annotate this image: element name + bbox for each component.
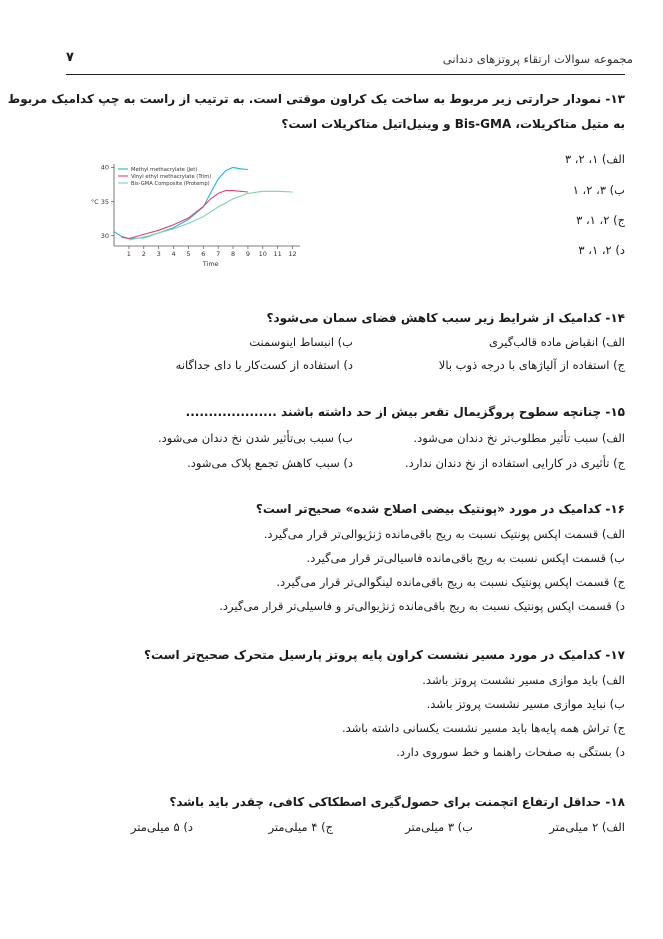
x-tick-label: 10 <box>258 250 267 258</box>
q16-option-d: د) قسمت اپکس پونتیک نسبت به ریج باقی‌مانده ژنژیوالی‌تر و فاسیلی‌تر قرار می‌گیرد. <box>219 599 625 613</box>
q14-option-b: ب) انبساط اینوسمنت <box>249 335 353 349</box>
q15-option-d: د) سبب کاهش تجمع پلاک می‌شود. <box>187 456 353 470</box>
question-16: ۱۶- کدامیک در مورد «پونتیک بیضی اصلاح شده» صحیح‌تر است؟ <box>255 502 625 516</box>
q13-option-c: ج) ۲، ۱، ۳ <box>576 213 625 227</box>
question-17: ۱۷- کدامیک در مورد مسیر نشست کراون پایه پروتز پارسیل متحرک صحیح‌تر است؟ <box>144 648 625 662</box>
q15-option-b: ب) سبب بی‌تأثیر شدن نخ دندان می‌شود. <box>158 431 353 445</box>
x-tick-label: 5 <box>186 250 191 258</box>
x-tick-label: 3 <box>156 250 161 258</box>
q17-option-b: ب) نباید موازی مسیر نشست پروتز باشد. <box>426 697 625 711</box>
q17-option-a: الف) باید موازی مسیر نشست پروتز باشد. <box>422 673 625 687</box>
x-tick-label: 11 <box>273 250 282 258</box>
x-tick-label: 12 <box>288 250 297 258</box>
legend-label-3: Bis-GMA Composite (Protemp) <box>131 181 210 187</box>
q16-option-b: ب) قسمت اپکس نسبت به ریج باقی‌مانده فاسیالی‌تر قرار می‌گیرد. <box>306 551 625 565</box>
q18-option-d: د) ۵ میلی‌متر <box>130 820 193 834</box>
legend-label-2: Vinyl ethyl methacrylate (Trim) <box>131 174 212 180</box>
y-tick-label: °C 35 <box>90 197 109 206</box>
q13-option-a: الف) ۱، ۲، ۳ <box>564 152 625 166</box>
question-13-line-1: ۱۳- نمودار حرارتی زیر مربوط به ساخت یک کراون موقتی است. به ترتیب از راست به چپ کدامیک مربوط <box>7 92 625 106</box>
q14-option-d: د) استفاده از کست‌کار با دای جداگانه <box>175 358 353 372</box>
y-tick-label: 40 <box>100 163 109 172</box>
question-18: ۱۸- حداقل ارتفاع اتچمنت برای حصول‌گیری اصطکاکی کافی، چقدر باید باشد؟ <box>169 795 625 809</box>
x-tick-label: 4 <box>171 250 176 258</box>
q17-option-d: د) بستگی به صفحات راهنما و خط سوروی دارد. <box>396 745 625 759</box>
q18-option-c: ج) ۴ میلی‌متر <box>268 820 333 834</box>
question-15: ۱۵- چنانچه سطوح پروگزیمال تقعر بیش از حد داشته باشند .................... <box>185 405 625 419</box>
x-tick-label: 6 <box>201 250 206 258</box>
running-header-title: مجموعه سوالات ارتقاء پروتزهای دندانی <box>442 52 633 66</box>
q15-option-c: ج) تأثیری در کارایی استفاده از نخ دندان ندارد. <box>405 456 625 470</box>
x-axis-label: Time <box>202 260 219 268</box>
x-tick-label: 7 <box>216 250 221 258</box>
q16-option-c: ج) قسمت اپکس پونتیک نسبت به ریج باقی‌مانده لینگوالی‌تر قرار می‌گیرد. <box>276 575 625 589</box>
q13-option-d: د) ۲، ۱، ۳ <box>578 243 625 257</box>
temperature-chart-svg <box>86 158 306 270</box>
question-14: ۱۴- کدامیک از شرایط زیر سبب کاهش فضای سمان می‌شود؟ <box>266 311 625 325</box>
x-tick-label: 9 <box>245 250 250 258</box>
q15-option-a: الف) سبب تأثیر مطلوب‌تر نخ دندان می‌شود. <box>413 431 625 445</box>
x-tick-label: 8 <box>230 250 236 258</box>
q14-option-c: ج) استفاده از آلیاژهای با درجه ذوب بالا <box>438 358 625 372</box>
legend-label-1: Methyl methacrylate (Jet) <box>131 167 198 173</box>
header-divider <box>66 74 625 75</box>
q17-option-c: ج) تراش همه پایه‌ها باید مسیر نشست یکسانی داشته باشد. <box>341 721 625 735</box>
q16-option-a: الف) قسمت اپکس پونتیک نسبت به ریج باقی‌مانده ژنژیوالی‌تر قرار می‌گیرد. <box>263 527 625 541</box>
q18-option-b: ب) ۳ میلی‌متر <box>405 820 473 834</box>
y-tick-label: 30 <box>100 231 109 240</box>
x-tick-label: 2 <box>141 250 146 258</box>
question-13-line-2: به متیل متاکریلات، Bis-GMA و وینیل‌اتیل متاکریلات است؟ <box>281 117 625 131</box>
temperature-chart <box>86 158 306 274</box>
page-number: ۷ <box>66 50 74 65</box>
x-tick-label: 1 <box>126 250 131 258</box>
q14-option-a: الف) انقباض ماده قالب‌گیری <box>488 335 625 349</box>
series-line-2 <box>121 191 247 239</box>
q18-option-a: الف) ۲ میلی‌متر <box>549 820 625 834</box>
q13-option-b: ب) ۳، ۲، ۱ <box>572 183 625 197</box>
